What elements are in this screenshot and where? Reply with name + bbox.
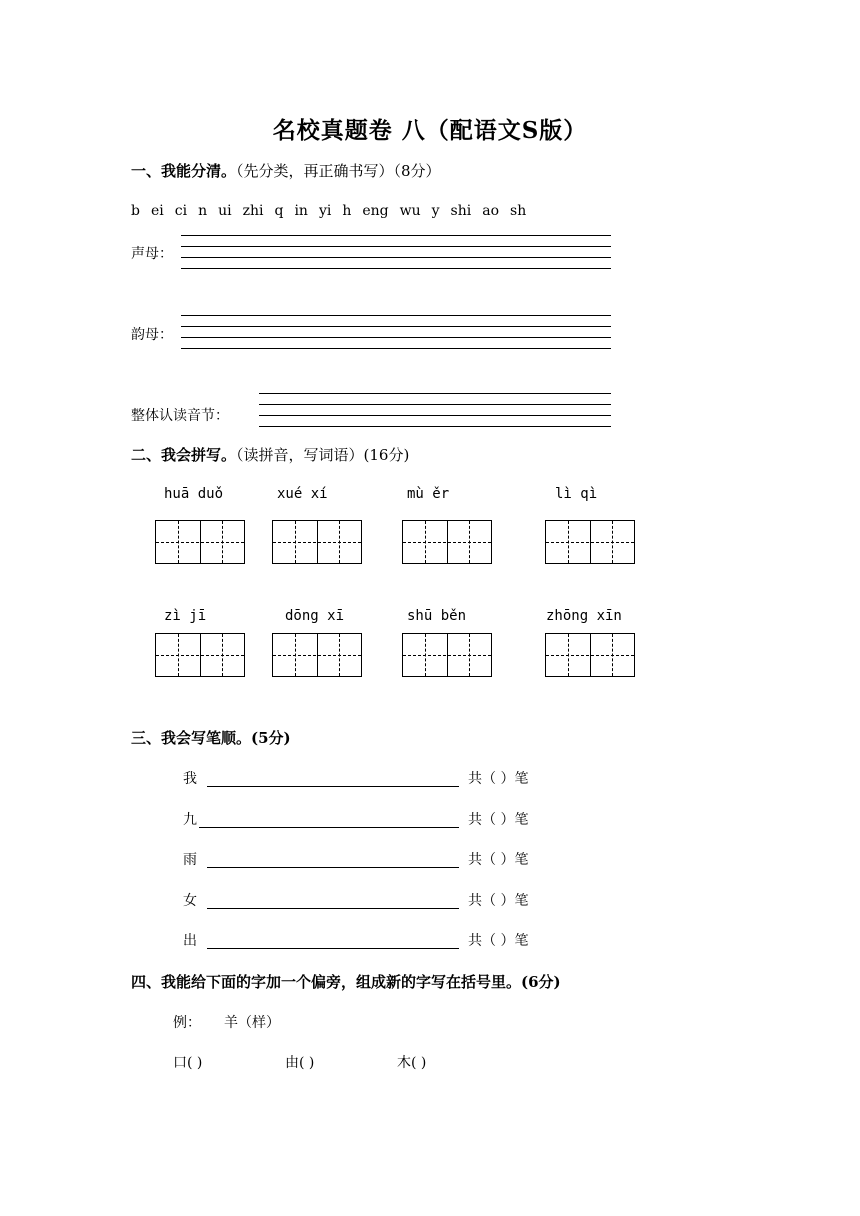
writing-line[interactable] [259,426,611,427]
writing-line[interactable] [181,235,611,236]
letter-item: ei [150,203,164,219]
writing-line[interactable] [181,326,611,327]
letter-item: zhi [242,203,264,219]
tianzige-box[interactable] [155,520,245,564]
radical-item[interactable]: 由( ) [285,1055,315,1071]
writing-line[interactable] [259,404,611,405]
pinyin-label: zhōng xīn [546,608,622,624]
tianzige-box[interactable] [402,633,492,677]
example-text: 羊（样） [224,1015,280,1031]
stroke-count[interactable]: 共（ ）笔 [468,852,529,868]
label-yunmu: 韵母： [131,327,173,343]
section-1-title: 一、我能分清。 [131,162,237,180]
section-2-note: （读拼音，写词语）(16分) [236,446,410,464]
letter-item: q [274,203,284,219]
tianzige-box[interactable] [545,633,635,677]
section-4-title: 四、我能给下面的字加一个偏旁，组成新的字写在括号里。(6分) [131,973,561,991]
letter-list [131,203,537,219]
letter-item: b [131,203,140,219]
stroke-line[interactable] [207,867,459,868]
page-title: 名校真题卷 八（配语文S版） [272,117,588,144]
tianzige-box[interactable] [272,520,362,564]
tianzige-box[interactable] [545,520,635,564]
section-3-heading [131,727,291,748]
letter-item: wu [399,203,421,219]
letter-item: sh [510,203,527,219]
writing-line[interactable] [181,246,611,247]
letter-item: ci [174,203,188,219]
letter-item: shi [450,203,472,219]
radical-item[interactable]: 木( ) [397,1055,427,1071]
section-3-title: 三、我会写笔顺。(5分) [131,729,291,747]
stroke-char: 雨 [183,852,197,868]
section-2-title: 二、我会拼写。 [131,446,237,464]
writing-line[interactable] [259,393,611,394]
section-4-heading [131,971,561,992]
pinyin-label: xué xí [277,486,328,502]
writing-line[interactable] [181,337,611,338]
letter-item: eng [362,203,389,219]
pinyin-label: huā duǒ [164,486,224,502]
letter-item: h [342,203,352,219]
stroke-line[interactable] [207,908,459,909]
pinyin-label: zì jī [164,608,207,624]
section-1-heading [131,160,441,181]
writing-line[interactable] [181,315,611,316]
stroke-line[interactable] [199,827,459,828]
writing-line[interactable] [181,257,611,258]
writing-line[interactable] [181,268,611,269]
pinyin-label: shū běn [407,608,467,624]
writing-line[interactable] [181,348,611,349]
writing-line[interactable] [259,415,611,416]
letter-item: y [431,203,440,219]
stroke-char: 出 [183,933,197,949]
stroke-char: 我 [183,771,197,787]
stroke-char: 女 [183,893,197,909]
letter-item: ui [218,203,232,219]
letter-item: ao [482,203,500,219]
stroke-count[interactable]: 共（ ）笔 [468,893,529,909]
tianzige-box[interactable] [155,633,245,677]
stroke-line[interactable] [207,948,459,949]
letter-item: n [198,203,208,219]
example-label: 例： [173,1015,201,1031]
pinyin-label: dōng xī [285,608,345,624]
stroke-count[interactable]: 共（ ）笔 [468,812,529,828]
radical-item[interactable]: 口( ) [173,1055,203,1071]
letter-item: yi [318,203,332,219]
label-shengmu: 声母： [131,246,173,262]
stroke-count[interactable]: 共（ ）笔 [468,933,529,949]
stroke-count[interactable]: 共（ ）笔 [468,771,529,787]
letter-item: in [294,203,308,219]
section-1-note: （先分类，再正确书写）（8分） [236,162,441,180]
section-2-heading [131,444,409,465]
pinyin-label: lì qì [555,486,598,502]
label-zhengti: 整体认读音节： [131,408,229,424]
pinyin-label: mù ěr [407,486,450,502]
stroke-line[interactable] [207,786,459,787]
stroke-char: 九 [183,812,197,828]
tianzige-box[interactable] [272,633,362,677]
tianzige-box[interactable] [402,520,492,564]
